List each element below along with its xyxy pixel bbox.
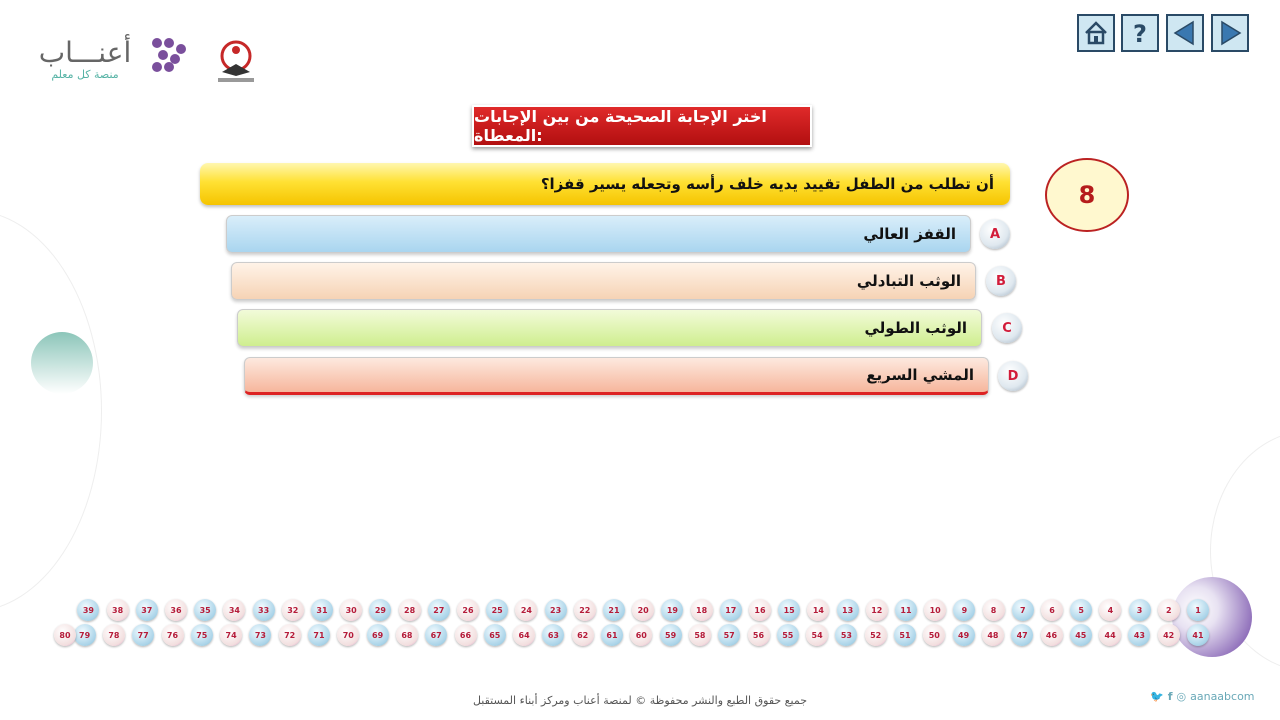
question-number-button[interactable]: 28 — [399, 599, 421, 621]
question-number-button[interactable]: 29 — [369, 599, 391, 621]
brand-tagline: منصة كل معلم — [51, 68, 119, 81]
question-number-button[interactable]: 50 — [923, 624, 945, 646]
question-number-button[interactable]: 49 — [953, 624, 975, 646]
question-number-button[interactable]: 43 — [1128, 624, 1150, 646]
arrow-right-icon — [1216, 19, 1244, 47]
answer-text: الوثب التبادلي — [856, 272, 961, 290]
question-number-button[interactable]: 65 — [484, 624, 506, 646]
question-number-button[interactable]: 58 — [689, 624, 711, 646]
answer-option-b[interactable] — [231, 262, 976, 300]
facebook-icon[interactable]: f — [1167, 690, 1173, 703]
instruction-title: اختر الإجابة الصحيحة من بين الإجابات المعطاة: — [472, 105, 812, 147]
question-number-button[interactable]: 70 — [337, 624, 359, 646]
question-number-button[interactable]: 7 — [1012, 599, 1034, 621]
copyright-text: جميع حقوق الطبع والنشر محفوظة © لمنصة أعناب ومركز أبناء المستقبل — [472, 694, 808, 707]
question-number-button[interactable]: 67 — [425, 624, 447, 646]
question-number-button[interactable]: 57 — [718, 624, 740, 646]
question-number-button[interactable]: 51 — [894, 624, 916, 646]
answer-text: المشي السريع — [866, 366, 974, 384]
question-number-button[interactable]: 27 — [428, 599, 450, 621]
question-number-button[interactable]: 30 — [340, 599, 362, 621]
question-number-button[interactable]: 72 — [279, 624, 301, 646]
answer-letter-a[interactable]: A — [980, 219, 1010, 249]
question-number-button[interactable]: 24 — [515, 599, 537, 621]
question-number-button[interactable]: 25 — [486, 599, 508, 621]
decorative-teal-circle — [31, 332, 93, 394]
question-number-button[interactable]: 19 — [661, 599, 683, 621]
question-number-button[interactable]: 71 — [308, 624, 330, 646]
question-number-button[interactable]: 32 — [282, 599, 304, 621]
question-number-button[interactable]: 53 — [835, 624, 857, 646]
question-number-button[interactable]: 35 — [194, 599, 216, 621]
answer-text: القفز العالي — [863, 225, 956, 243]
social-handle: aanaabcom — [1190, 690, 1255, 703]
help-button[interactable] — [1121, 14, 1159, 52]
question-number-button[interactable]: 77 — [132, 624, 154, 646]
question-number-button[interactable]: 13 — [837, 599, 859, 621]
social-links — [1150, 690, 1255, 703]
question-number-button[interactable]: 16 — [749, 599, 771, 621]
question-number-button[interactable]: 34 — [223, 599, 245, 621]
question-number-button[interactable]: 2 — [1158, 599, 1180, 621]
question-number-button[interactable]: 37 — [136, 599, 158, 621]
question-number-button[interactable]: 80 — [54, 624, 76, 646]
twitter-icon[interactable]: 🐦 — [1150, 690, 1164, 703]
question-number-button[interactable]: 45 — [1070, 624, 1092, 646]
answer-option-c[interactable] — [237, 309, 982, 347]
arrow-left-icon — [1171, 19, 1199, 47]
question-number-button[interactable]: 38 — [107, 599, 129, 621]
question-number-button[interactable]: 59 — [660, 624, 682, 646]
question-number-button[interactable]: 55 — [777, 624, 799, 646]
question-number-button[interactable]: 8 — [983, 599, 1005, 621]
question-number-button[interactable]: 5 — [1070, 599, 1092, 621]
center-logo-icon — [208, 32, 264, 88]
question-number-button[interactable]: 78 — [103, 624, 125, 646]
question-number-button[interactable]: 41 — [1187, 624, 1209, 646]
question-number-button[interactable]: 60 — [630, 624, 652, 646]
question-number-button[interactable]: 4 — [1099, 599, 1121, 621]
home-icon — [1082, 19, 1110, 47]
question-number-button[interactable]: 52 — [865, 624, 887, 646]
question-number-button[interactable]: 66 — [455, 624, 477, 646]
question-number-button[interactable]: 22 — [574, 599, 596, 621]
question-number-button[interactable]: 76 — [162, 624, 184, 646]
brand-logo — [30, 38, 140, 88]
question-number-button[interactable]: 63 — [542, 624, 564, 646]
question-number-button[interactable]: 54 — [806, 624, 828, 646]
question-number-button[interactable]: 12 — [866, 599, 888, 621]
answer-letter-b[interactable]: B — [986, 266, 1016, 296]
question-number: 8 — [1045, 158, 1129, 232]
question-number-button[interactable]: 36 — [165, 599, 187, 621]
answer-letter-c[interactable]: C — [992, 313, 1022, 343]
question-number-button[interactable]: 44 — [1099, 624, 1121, 646]
next-button[interactable] — [1211, 14, 1249, 52]
question-number-button[interactable]: 61 — [601, 624, 623, 646]
question-number-button[interactable]: 3 — [1129, 599, 1151, 621]
grape-logo-icon — [152, 38, 188, 74]
answer-letter-d[interactable]: D — [998, 361, 1028, 391]
question-number-button[interactable]: 46 — [1041, 624, 1063, 646]
question-number-button[interactable]: 21 — [603, 599, 625, 621]
question-number-button[interactable]: 62 — [572, 624, 594, 646]
question-number-button[interactable]: 47 — [1011, 624, 1033, 646]
question-number-button[interactable]: 31 — [311, 599, 333, 621]
decorative-circle — [0, 210, 102, 612]
help-icon — [1126, 19, 1154, 47]
question-number-button[interactable]: 73 — [249, 624, 271, 646]
question-number-button[interactable]: 56 — [748, 624, 770, 646]
home-button[interactable] — [1077, 14, 1115, 52]
question-number-button[interactable]: 23 — [545, 599, 567, 621]
question-number-button[interactable]: 9 — [953, 599, 975, 621]
question-number-button[interactable]: 48 — [982, 624, 1004, 646]
question-number-button[interactable]: 18 — [691, 599, 713, 621]
question-number-button[interactable]: 39 — [77, 599, 99, 621]
svg-text:?: ? — [1133, 20, 1147, 47]
question-number-button[interactable]: 17 — [720, 599, 742, 621]
question-number-button[interactable]: 20 — [632, 599, 654, 621]
previous-button[interactable] — [1166, 14, 1204, 52]
question-number-button[interactable]: 11 — [895, 599, 917, 621]
answer-option-a[interactable] — [226, 215, 971, 253]
question-number-button[interactable]: 64 — [513, 624, 535, 646]
decorative-purple-circle — [1172, 577, 1252, 657]
question-number-button[interactable]: 14 — [807, 599, 829, 621]
question-number-button[interactable]: 6 — [1041, 599, 1063, 621]
question-number-button[interactable]: 33 — [253, 599, 275, 621]
question-number-button[interactable]: 79 — [74, 624, 96, 646]
instagram-icon[interactable]: ◎ — [1176, 690, 1187, 703]
question-number-button[interactable]: 75 — [191, 624, 213, 646]
question-number-button[interactable]: 10 — [924, 599, 946, 621]
brand-name: أعنـــاب — [38, 36, 132, 69]
question-number-button[interactable]: 74 — [220, 624, 242, 646]
question-number-button[interactable]: 69 — [367, 624, 389, 646]
question-number-button[interactable]: 42 — [1158, 624, 1180, 646]
question-number-button[interactable]: 1 — [1187, 599, 1209, 621]
question-number-button[interactable]: 68 — [396, 624, 418, 646]
question-text: أن تطلب من الطفل تقييد يديه خلف رأسه وتجعله يسير قفزا؟ — [200, 163, 1010, 205]
question-number-button[interactable]: 26 — [457, 599, 479, 621]
answer-text: الوثب الطولي — [864, 319, 967, 337]
answer-option-d[interactable] — [244, 357, 989, 395]
question-number-button[interactable]: 15 — [778, 599, 800, 621]
